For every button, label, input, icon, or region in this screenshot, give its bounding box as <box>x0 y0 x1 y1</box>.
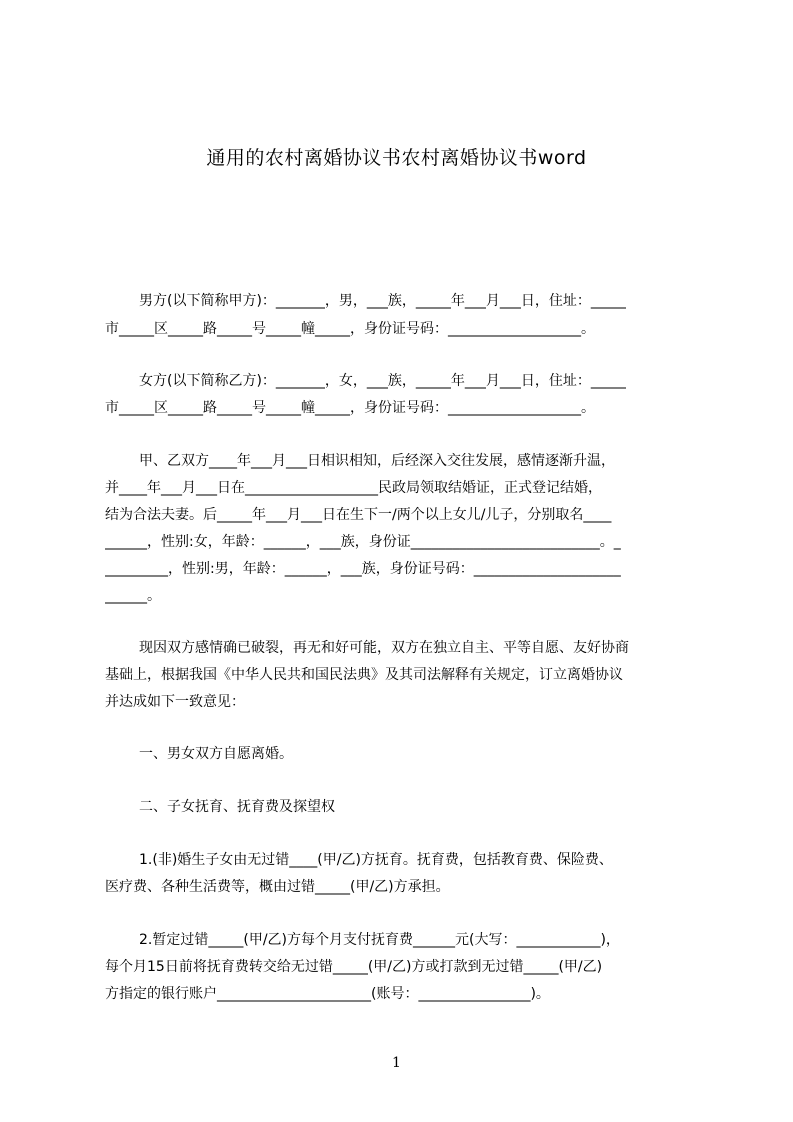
paragraph-line: 方指定的银行账户______________________(账号：________________)。 <box>105 986 550 1002</box>
paragraph-line: ______，性别:女，年龄：______，___族，身份证___________________________。_ <box>105 534 621 550</box>
paragraph-line: 2.暂定过错_____(甲/乙)方每个月支付抚育费______元(大写：____________)， <box>139 932 620 948</box>
paragraph-line: 女方(以下简称乙方)：_______，女，___族，_____年___月___日，住址：_____ <box>139 373 626 389</box>
paragraph-line: 男方(以下简称甲方)：_______，男，___族，_____年___月___日，住址：_____ <box>139 293 626 309</box>
section-heading: 二、子女抚育、抚育费及探望权 <box>139 799 335 815</box>
section-heading: 一、男女双方自愿离婚。 <box>139 746 293 762</box>
paragraph-line: ______。 <box>105 588 161 604</box>
paragraph-line: 1.(非)婚生子女由无过错____(甲/乙)方抚育。抚育费，包括教育费、保险费、 <box>139 852 613 868</box>
paragraph-line: 市_____区_____路_____号_____幢_____，身份证号码：___________________。 <box>105 321 595 337</box>
document-title: 通用的农村离婚协议书农村离婚协议书word <box>206 147 587 169</box>
paragraph-line: 基础上，根据我国《中华人民共和国民法典》及其司法解释有关规定，订立离婚协议 <box>105 667 623 683</box>
paragraph-line: 市_____区_____路_____号_____幢_____，身份证号码：___________________。 <box>105 400 595 416</box>
paragraph-line: 结为合法夫妻。后_____年___月___日在生下一/两个以上女儿/儿子，分别取名____ <box>105 507 612 523</box>
paragraph-line: _________，性别:男，年龄：______，___族，身份证号码：_____________________ <box>105 561 621 577</box>
paragraph-line: 甲、乙双方____年___月___日相识相知，后经深入交往发展，感情逐渐升温， <box>139 453 615 469</box>
paragraph-line: 并____年___月___日在___________________民政局领取结婚证，正式登记结婚， <box>105 480 602 496</box>
page-number: 1 <box>392 1055 401 1071</box>
paragraph-line: 医疗费、各种生活费等，概由过错_____(甲/乙)方承担。 <box>105 879 450 895</box>
paragraph-line: 现因双方感情确已破裂，再无和好可能，双方在独立自主、平等自愿、友好协商 <box>139 640 629 656</box>
paragraph-line: 每个月15日前将抚育费转交给无过错_____(甲/乙)方或打款到无过错_____(甲/乙) <box>105 959 603 975</box>
paragraph-line: 并达成如下一致意见： <box>105 694 245 710</box>
